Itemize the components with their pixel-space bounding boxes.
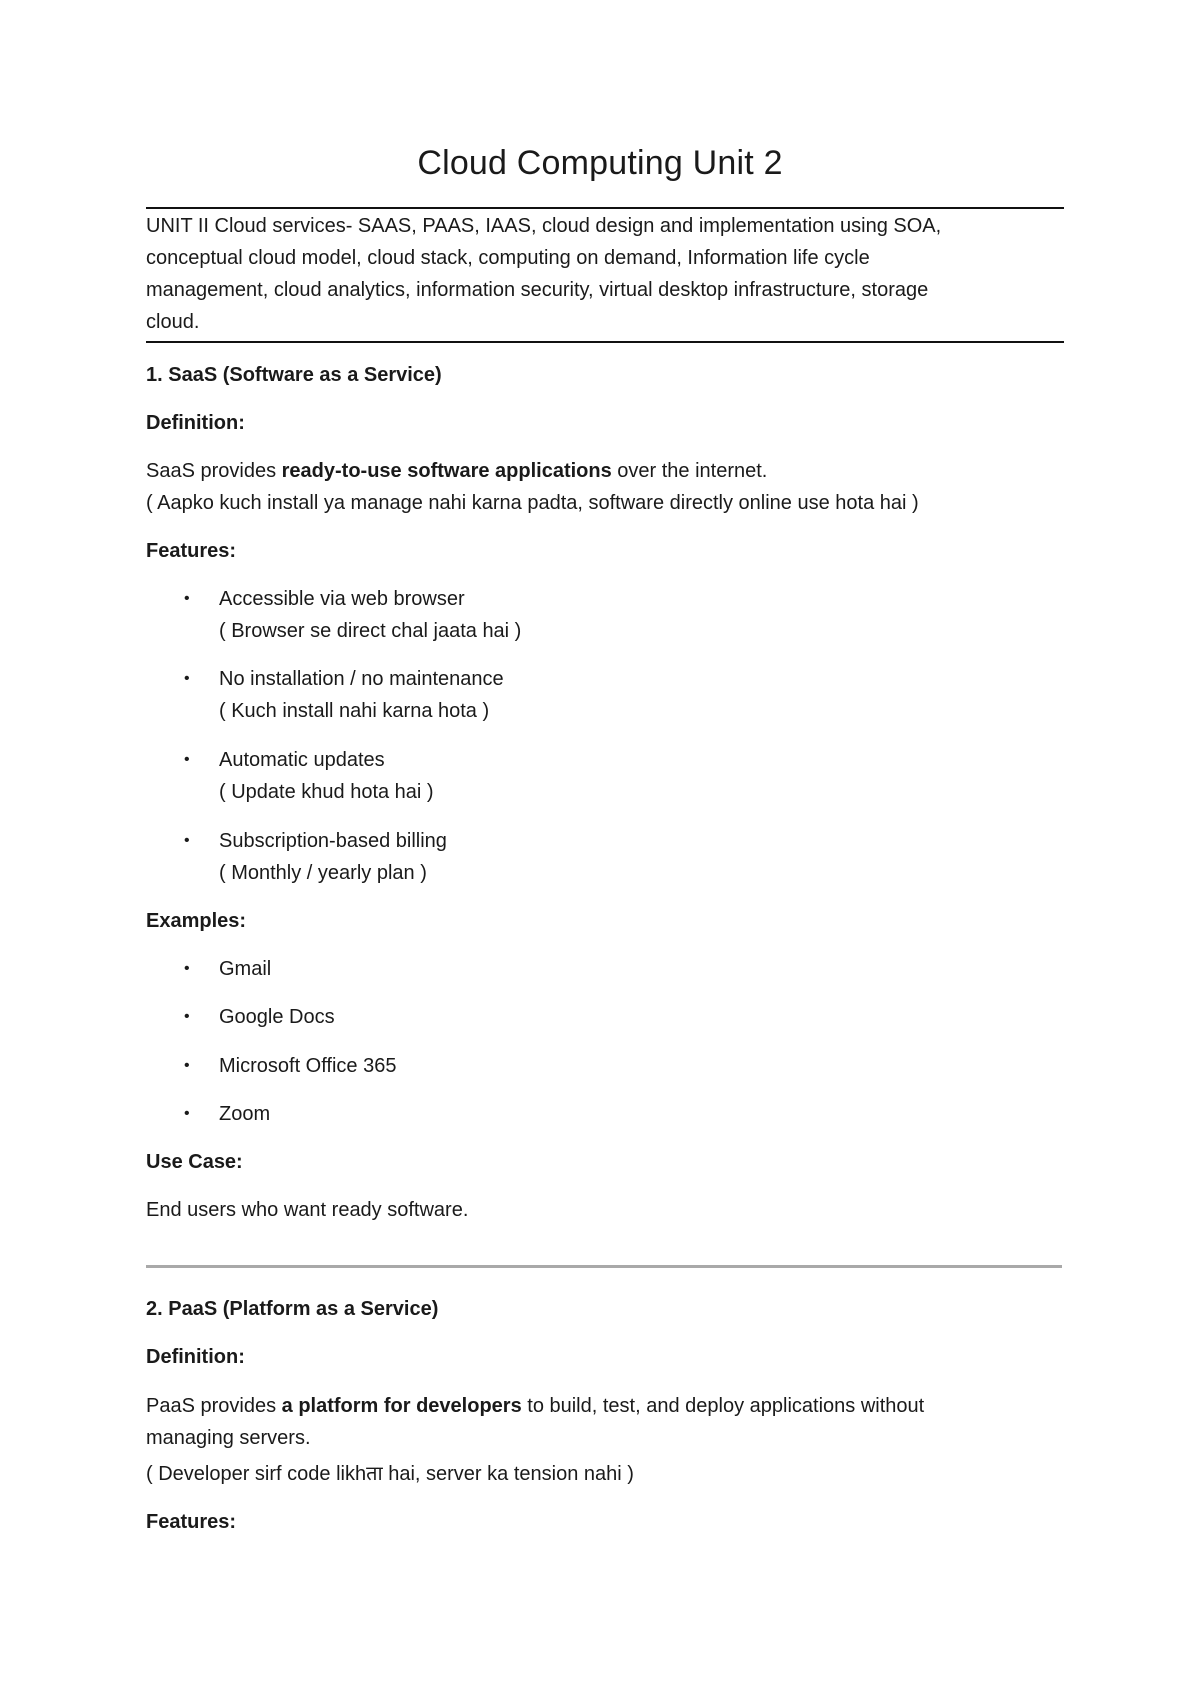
syllabus-line: conceptual cloud model, cloud stack, computing on demand, Information life cycle [146, 247, 870, 269]
paas-definition-post: to build, test, and deploy applications without [521, 1395, 925, 1417]
document-title: Cloud Computing Unit 2 [417, 144, 783, 182]
saas-examples-label: Examples: [146, 910, 247, 932]
paas-definition-label: Definition: [146, 1346, 245, 1368]
saas-definition-bold: ready-to-use software applications [281, 460, 612, 482]
saas-use-case-label: Use Case: [146, 1151, 243, 1173]
saas-feature-item: Automatic updates [219, 749, 385, 771]
saas-feature-note: ( Browser se direct chal jaata hai ) [219, 620, 522, 642]
syllabus-bottom-rule [146, 341, 1064, 343]
paas-heading: 2. PaaS (Platform as a Service) [146, 1298, 439, 1320]
saas-heading: 1. SaaS (Software as a Service) [146, 364, 442, 386]
bullet-icon: • [184, 751, 190, 768]
section-divider [146, 1265, 1062, 1268]
bullet-icon: • [184, 960, 190, 977]
saas-feature-note: ( Monthly / yearly plan ) [219, 862, 427, 884]
paas-definition-line2: managing servers. [146, 1427, 311, 1449]
bullet-icon: • [184, 670, 190, 687]
paas-definition-pre: PaaS provides [146, 1395, 282, 1417]
saas-features-label: Features: [146, 540, 237, 562]
saas-feature-note: ( Kuch install nahi karna hota ) [219, 700, 490, 722]
paas-features-label: Features: [146, 1511, 237, 1533]
syllabus-line: management, cloud analytics, information security, virtual desktop infrastructure, storage [146, 279, 929, 301]
saas-definition-label: Definition: [146, 412, 245, 434]
syllabus-top-rule [146, 207, 1064, 209]
saas-feature-item: Accessible via web browser [219, 588, 465, 610]
bullet-icon: • [184, 1105, 190, 1122]
saas-feature-note: ( Update khud hota hai ) [219, 781, 434, 803]
saas-example-item: Zoom [219, 1103, 271, 1125]
saas-example-item: Google Docs [219, 1006, 335, 1028]
saas-feature-item: Subscription-based billing [219, 830, 447, 852]
bullet-icon: • [184, 832, 190, 849]
saas-definition-pre: SaaS provides [146, 460, 282, 482]
saas-definition-post: over the internet. [611, 460, 768, 482]
paas-definition-bold: a platform for developers [281, 1395, 522, 1417]
saas-feature-item: No installation / no maintenance [219, 668, 504, 690]
saas-example-item: Gmail [219, 958, 272, 980]
syllabus-line: cloud. [146, 311, 200, 333]
paas-definition-note: ( Developer sirf code likhता hai, server ka tension nahi ) [146, 1463, 634, 1485]
saas-definition [146, 455, 1066, 487]
paas-definition [146, 1390, 1066, 1422]
bullet-icon: • [184, 1057, 190, 1074]
saas-definition-note: ( Aapko kuch install ya manage nahi karna padta, software directly online use hota hai ) [146, 492, 919, 514]
saas-example-item: Microsoft Office 365 [219, 1055, 397, 1077]
saas-use-case-text: End users who want ready software. [146, 1199, 469, 1221]
bullet-icon: • [184, 1008, 190, 1025]
syllabus-line: UNIT II Cloud services- SAAS, PAAS, IAAS, cloud design and implementation using SOA, [146, 215, 942, 237]
bullet-icon: • [184, 590, 190, 607]
